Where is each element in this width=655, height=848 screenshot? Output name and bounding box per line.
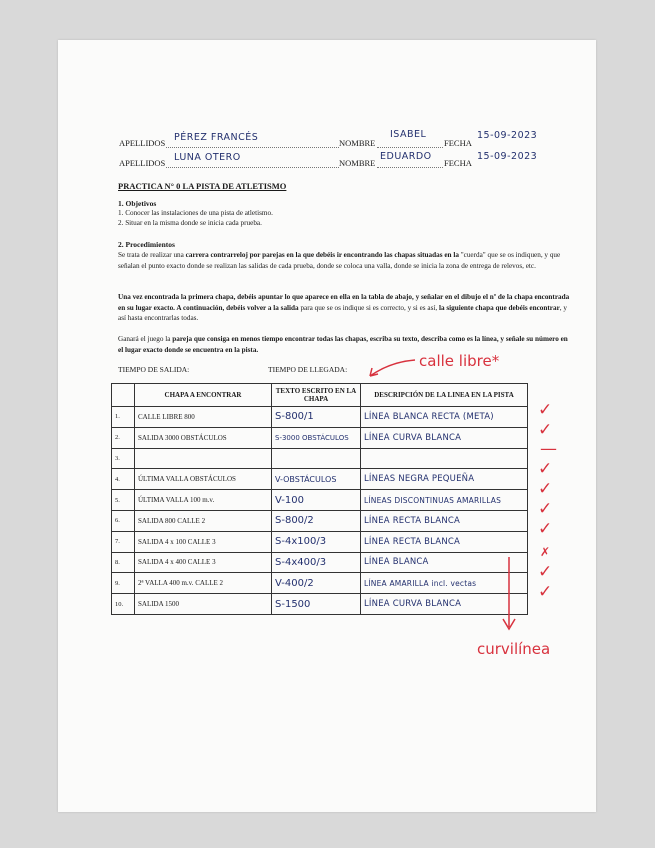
check-icon: ✓: [538, 459, 553, 479]
fecha-value-2: 15-09-2023: [477, 151, 538, 162]
cross-icon: ✗: [540, 545, 551, 559]
table-header-row: [112, 384, 528, 407]
table-row: 5. ÚLTIMA VALLA 100 m.v. V-100 LÍNEAS DISCONTINUAS AMARILLAS: [112, 490, 528, 511]
table-row: 6. SALIDA 800 CALLE 2 S-800/2 LÍNEA RECTA BLANCA: [112, 510, 528, 531]
table-row: 7. SALIDA 4 x 100 CALLE 3 S-4x100/3 LÍNEA RECTA BLANCA: [112, 531, 528, 552]
check-icon: ✓: [538, 582, 553, 602]
procedimiento-paragraph-2: Una vez encontrada la primera chapa, debéis apuntar lo que aparece en ella en la tabla de abajo, y señalar en el dibujo el nº de la chapa encontrada en su lugar exacto. A continuación, debéis volver a la salida para que se os indique si es correcto, y si es así, la siguiente chapa que debéis encontrar, y así hasta encontrarlas todas.: [118, 293, 570, 322]
table-row: 3.: [112, 448, 528, 469]
check-icon: ✓: [538, 499, 553, 519]
nombre-value-2: EDUARDO: [380, 151, 432, 162]
nombre-label-2: NOMBRE: [339, 158, 376, 168]
procedimientos-heading: 2. Procedimientos: [118, 240, 175, 249]
table-row: 1. CALLE LIBRE 800 S-800/1 LÍNEA BLANCA RECTA (META): [112, 407, 528, 428]
procedimiento-paragraph-3: Ganará el juego la pareja que consiga en menos tiempo encontrar todas las chapas, escriba su texto, describa como es la línea, y señale su número en el lugar exacto donde se encuentra en la pista.: [118, 335, 568, 354]
procedimiento-paragraph-1: Se trata de realizar una carrera contrarreloj por parejas en la que debéis ir encontrando las chapas situadas en la "cuerda" que se os indiquen, y que señalan el punto exacto donde se realizan las salidas de cada prueba, donde se coloca una valla, donde se inicia la zona de entrega de relevos, etc.: [118, 251, 561, 270]
apellidos-value-2: LUNA OTERO: [174, 152, 241, 163]
objetivo-item: 1. Conocer las instalaciones de una pista de atletismo.: [118, 209, 273, 217]
fecha-value-1: 15-09-2023: [477, 130, 538, 141]
tiempo-llegada-label: TIEMPO DE LLEGADA:: [268, 365, 348, 374]
chapas-table: [111, 383, 528, 615]
objetivos-heading: 1. Objetivos: [118, 199, 157, 208]
fecha-label-1: FECHA: [444, 138, 472, 148]
table-row: 10. SALIDA 1500 S-1500 LÍNEA CURVA BLANCA: [112, 594, 528, 615]
nombre-value-1: ISABEL: [390, 129, 427, 140]
check-icon: ✓: [538, 562, 553, 582]
check-icon: ✓: [538, 479, 553, 499]
curvilinea-annotation: curvilínea: [477, 640, 551, 658]
apellidos-label-1: APELLIDOS: [119, 138, 166, 148]
column-header: DESCRIPCIÓN DE LA LINEA EN LA PISTA: [361, 384, 528, 407]
table-row: 9. 2ª VALLA 400 m.v. CALLE 2 V-400/2 LÍNEA AMARILLA incl. vectas: [112, 573, 528, 594]
apellidos-value-1: PÉREZ FRANCÉS: [174, 132, 259, 143]
objetivo-item: 2. Situar en la misma donde se inicia cada prueba.: [118, 219, 262, 227]
table-row: 2. SALIDA 3000 OBSTÁCULOS S-3000 OBSTÁCULOS LÍNEA CURVA BLANCA: [112, 427, 528, 448]
page-title: PRACTICA N° 0 LA PISTA DE ATLETISMO: [118, 181, 287, 191]
apellidos-label-2: APELLIDOS: [119, 158, 166, 168]
column-header: TEXTO ESCRITO EN LA CHAPA: [272, 384, 361, 407]
check-icon: ✓: [538, 420, 553, 440]
check-icon: ✓: [538, 519, 553, 539]
arrow-icon: [360, 352, 420, 382]
column-header: CHAPA A ENCONTRAR: [135, 384, 272, 407]
check-icon: ✓: [538, 400, 553, 420]
nombre-label-1: NOMBRE: [339, 138, 376, 148]
calle-libre-annotation: calle libre*: [419, 352, 500, 370]
table-row: 4. ÚLTIMA VALLA OBSTÁCULOS V-OBSTÁCULOS LÍNEAS NEGRA PEQUEÑA: [112, 469, 528, 490]
table-row: 8. SALIDA 4 x 400 CALLE 3 S-4x400/3 LÍNEA BLANCA: [112, 552, 528, 573]
arrow-down-icon: [495, 555, 525, 635]
dash-icon: —: [540, 439, 557, 459]
fecha-label-2: FECHA: [444, 158, 472, 168]
tiempo-salida-label: TIEMPO DE SALIDA:: [118, 365, 190, 374]
